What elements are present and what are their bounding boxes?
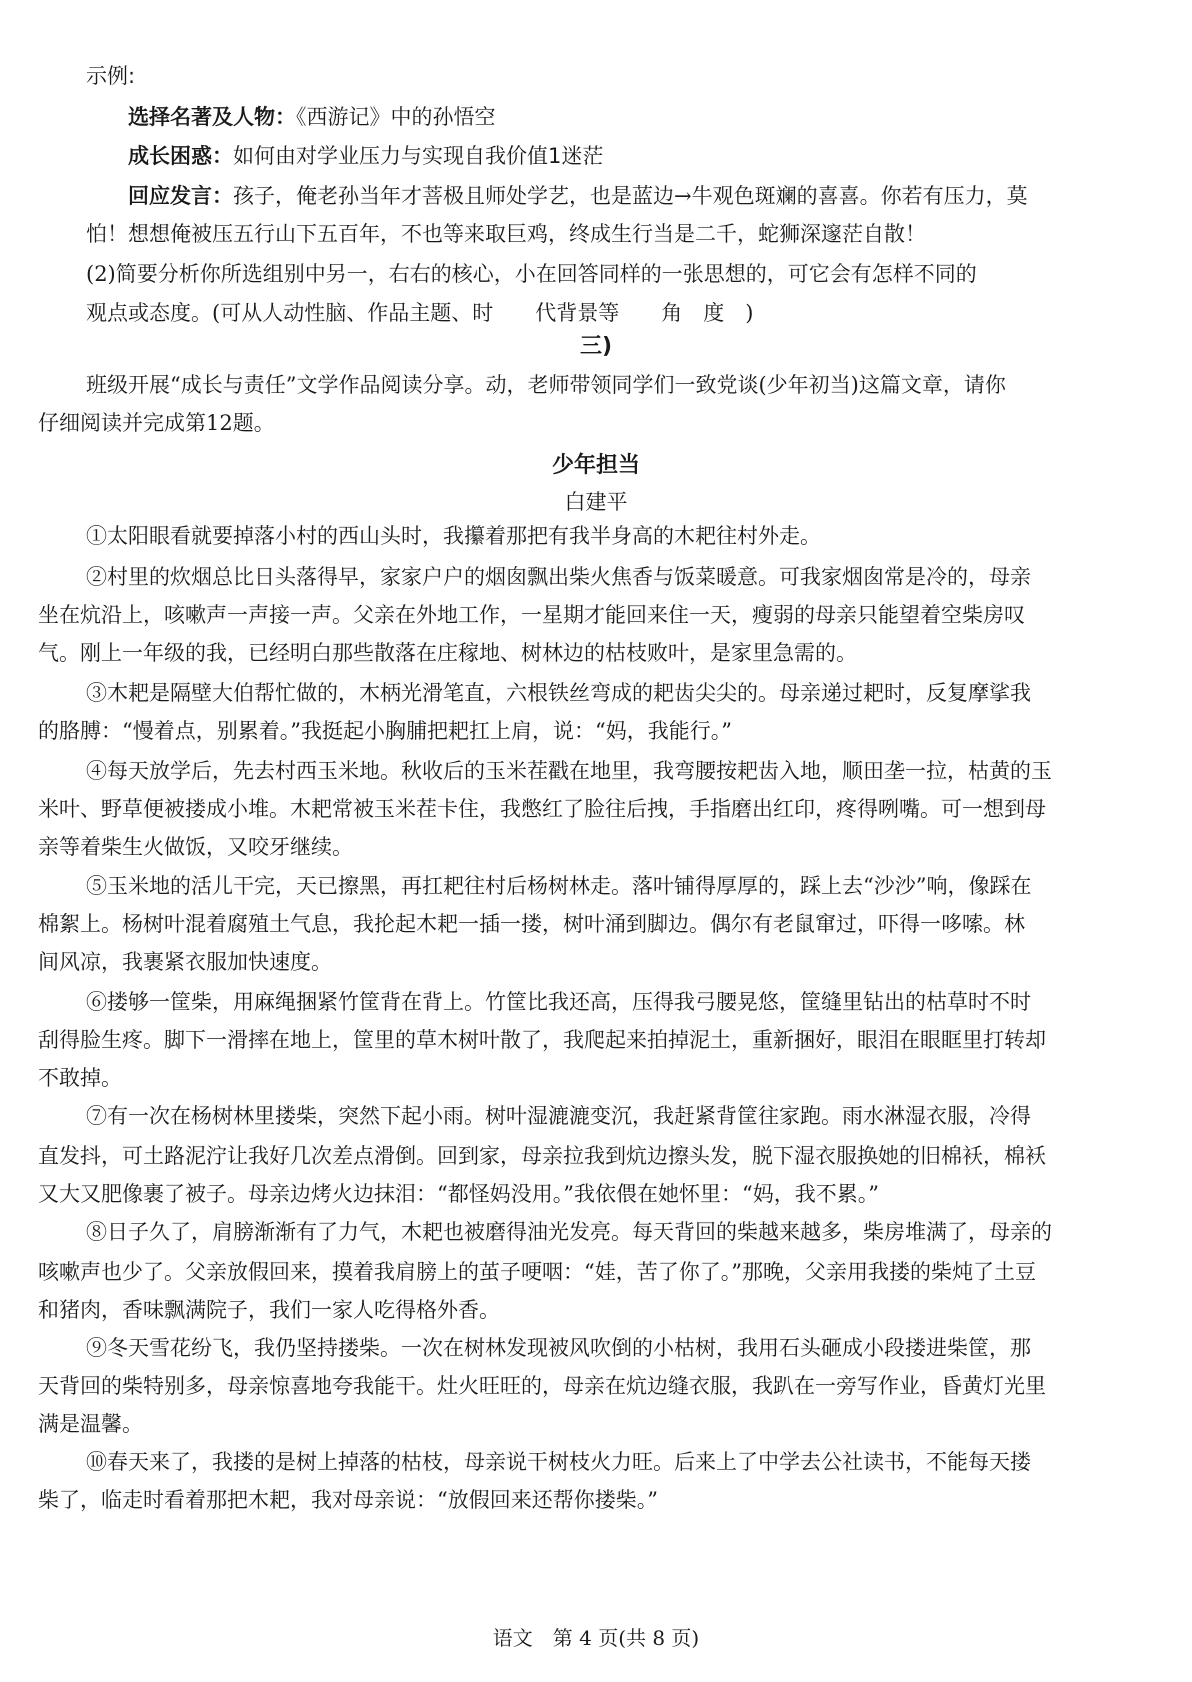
article-line: 满是温馨。: [38, 1412, 143, 1436]
confusion-label: 成长困惑：: [128, 144, 233, 168]
section-intro-line-2: 仔细阅读并完成第12题。: [38, 411, 275, 435]
question-2-line-2: 观点或态度。(可从人动性脑、作品主题、时 代背景等 角 度 ): [86, 301, 754, 325]
article-line: ⑥搂够一筐柴，用麻绳捆紧竹筐背在背上。竹筐比我还高，压得我弓腰晃悠，筐缝里钻出的枯草时不时: [86, 990, 1031, 1014]
article-line: 气。刚上一年级的我，已经明白那些散落在庄稼地、树林边的枯枝败叶，是家里急需的。: [38, 641, 857, 665]
article-line: ②村里的炊烟总比日头落得早，家家户户的烟囱飘出柴火焦香与饭菜暖意。可我家烟囱常是冷的，母亲: [86, 565, 1031, 589]
example-heading: 示例:: [86, 64, 136, 88]
article-line: ③木耙是隔壁大伯帮忙做的，木柄光滑笔直，六根铁丝弯成的耙齿尖尖的。母亲递过耙时，反复摩挲我: [86, 681, 1031, 705]
choice-label: 选择名著及人物：: [128, 105, 296, 129]
article-line: 柴了，临走时看着那把木耙，我对母亲说：“放假回来还帮你搂柴。”: [38, 1488, 658, 1512]
article-line: 的胳膊：“慢着点，别累着。”我挺起小胸脯把耙扛上肩，说：“妈，我能行。”: [38, 719, 732, 743]
section-intro-line-1: 班级开展“成长与责任”文学作品阅读分享。动，老师带领同学们一致党谈(少年初当)这篇文章，请你: [86, 373, 1006, 397]
article-line: ⑨冬天雪花纷飞，我仍坚持搂柴。一次在树林发现被风吹倒的小枯树，我用石头砸成小段搂进柴筐，那: [86, 1336, 1031, 1360]
choice-value: 《西游记》中的孙悟空: [296, 105, 496, 129]
page-footer: 语文 第 4 页(共 8 页): [492, 1626, 700, 1650]
article-line: 不敢掉。: [38, 1066, 122, 1090]
example-confusion: [128, 140, 1192, 172]
article-line: ④每天放学后，先去村西玉米地。秋收后的玉米茬戳在地里，我弯腰按耙齿入地，顺田垄一拉，枯黄的玉: [86, 759, 1052, 783]
article-line: 直发抖，可土路泥泞让我好几次差点滑倒。回到家，母亲拉我到炕边擦头发，脱下湿衣服换她的旧棉袄，棉袄: [38, 1144, 1046, 1168]
article-line: ⑩春天来了，我搂的是树上掉落的枯枝，母亲说干树枝火力旺。后来上了中学去公社读书，不能每天搂: [86, 1450, 1031, 1474]
article-line: 又大又肥像裹了被子。母亲边烤火边抹泪：“都怪妈没用。”我依偎在她怀里：“妈，我不累。”: [38, 1182, 879, 1206]
article-line: 米叶、野草便被搂成小堆。木耙常被玉米茬卡住，我憋红了脸往后拽，手指磨出红印，疼得咧嘴。可一想到母: [38, 797, 1046, 821]
article-line: ①太阳眼看就要掉落小村的西山头时，我攥着那把有我半身高的木耙往村外走。: [86, 524, 821, 548]
article-title: 少年担当: [551, 453, 640, 478]
article-line: 坐在炕沿上，咳嗽声一声接一声。父亲在外地工作，一星期才能回来住一天，瘦弱的母亲只能望着空柴房叹: [38, 603, 1025, 627]
article-line: 亲等着柴生火做饭，又咬牙继续。: [38, 835, 353, 859]
article-line: 和猪肉，香味飘满院子，我们一家人吃得格外香。: [38, 1298, 500, 1322]
article-line: 棉絮上。杨树叶混着腐殖土气息，我抡起木耙一插一搂，树叶涌到脚边。偶尔有老鼠窜过，吓得一哆嗦。林: [38, 912, 1025, 936]
response-label: 回应发言：: [128, 184, 233, 208]
example-response-line-2: 怕！想想俺被压五行山下五百年，不也等来取巨鸡，终成生行当是二千，蛇狮深邃茫自散！: [86, 222, 926, 246]
article-author: 白建平: [564, 490, 628, 514]
confusion-value: 如何由对学业压力与实现自我价值1迷茫: [233, 144, 604, 168]
article-line: ⑤玉米地的活儿干完，天已擦黑，再扛耙往村后杨树林走。落叶铺得厚厚的，踩上去“沙沙”响，像踩在: [86, 874, 1032, 898]
example-choice: [128, 101, 1192, 133]
article-line: 刮得脸生疼。脚下一滑摔在地上，筐里的草木树叶散了，我爬起来拍掉泥土，重新捆好，眼泪在眼眶里打转却: [38, 1028, 1046, 1052]
article-line: 间风凉，我裹紧衣服加快速度。: [38, 950, 332, 974]
question-2-line-1: (2)简要分析你所选组别中另一，右右的核心，小在回答同样的一张思想的，可它会有怎样不同的: [86, 262, 977, 286]
section-heading: 三): [579, 334, 613, 359]
article-line: 天背回的柴特别多，母亲惊喜地夸我能干。灶火旺旺的，母亲在炕边缝衣服，我趴在一旁写作业，昏黄灯光里: [38, 1374, 1046, 1398]
article-line: ⑧日子久了，肩膀渐渐有了力气，木耙也被磨得油光发亮。每天背回的柴越来越多，柴房堆满了，母亲的: [86, 1220, 1052, 1244]
example-response-line-1: [128, 180, 1192, 212]
article-line: ⑦有一次在杨树林里搂柴，突然下起小雨。树叶湿漉漉变沉，我赶紧背筐往家跑。雨水淋湿衣服，冷得: [86, 1104, 1031, 1128]
response-text-1: 孩子，俺老孙当年才菩极且师处学艺，也是蓝边→牛观色斑斓的喜喜。你若有压力，莫: [233, 184, 1028, 208]
article-line: 咳嗽声也少了。父亲放假回来，摸着我肩膀上的茧子哽咽：“娃，苦了你了。”那晚，父亲用我搂的柴炖了土豆: [38, 1260, 1036, 1284]
